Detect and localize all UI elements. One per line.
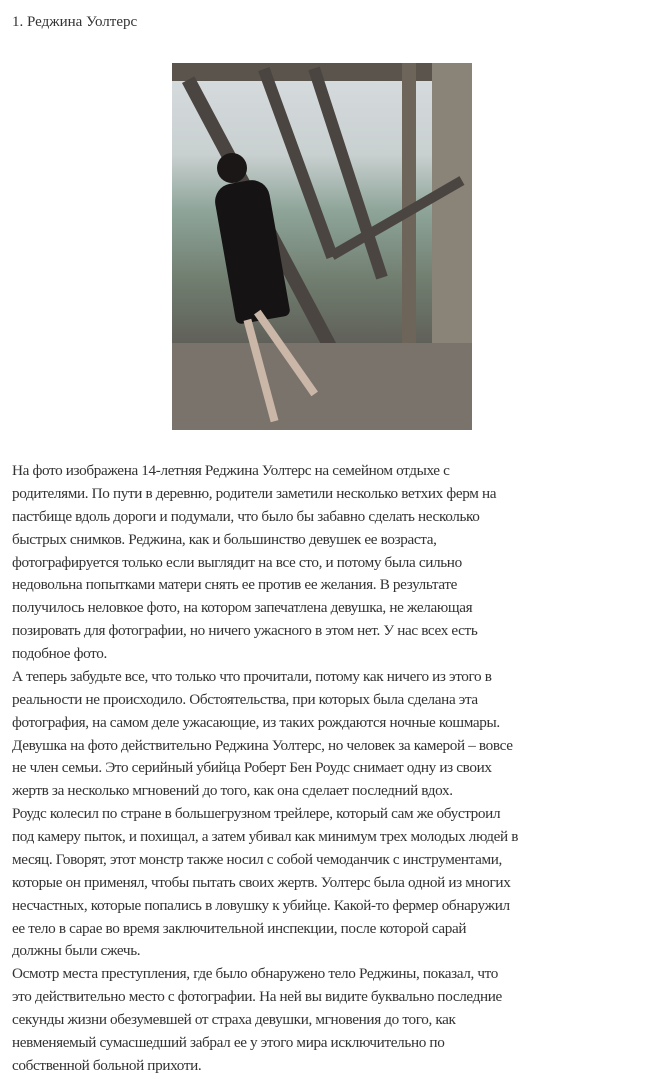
text-line: Роудс колесил по стране в большегрузном трейлере, который сам же обустроил <box>12 805 501 823</box>
text-line: пастбище вдоль дороги и подумали, что было бы забавно сделать несколько <box>12 507 480 525</box>
paragraph-3 <box>12 803 648 963</box>
text-line: недовольна попытками матери снять ее против ее желания. В результате <box>12 576 458 594</box>
text-line: жертв за несколько мгновений до того, как она сделает последний вдох. <box>12 782 453 800</box>
section-heading: 1. Реджина Уолтерс <box>12 14 138 30</box>
text-line: получилось неловкое фото, на котором запечатлена девушка, не желающая <box>12 599 473 617</box>
text-line: ее тело в сарае во время заключительной инспекции, после которой сарай <box>12 919 467 937</box>
text-line: несчастных, которые попались в ловушку к убийце. Какой-то фермер обнаружил <box>12 896 510 914</box>
text-line: родителями. По пути в деревню, родители заметили несколько ветхих ферм на <box>12 484 497 502</box>
text-line: месяц. Говорят, этот монстр также носил с собой чемоданчик с инструментами, <box>12 850 503 868</box>
text-line: фотографируется только если выглядит на все сто, и потому была сильно <box>12 553 462 571</box>
text-line: это действительно место с фотографии. На ней вы видите буквально последние <box>12 988 502 1006</box>
text-line: должны были сжечь. <box>12 942 141 960</box>
paragraph-1 <box>12 460 648 666</box>
paragraph-4 <box>12 963 648 1077</box>
text-line: реальности не происходило. Обстоятельства, при которых была сделана эта <box>12 690 478 708</box>
text-line: А теперь забудьте все, что только что прочитали, потому как ничего из этого в <box>12 667 492 685</box>
text-line: фотография, на самом деле ужасающие, из таких рождаются ночные кошмары. <box>12 713 500 731</box>
paragraph-2 <box>12 666 648 803</box>
text-line: секунды жизни обезумевшей от страха девушки, мгновения до того, как <box>12 1011 456 1028</box>
article-body <box>12 460 648 1078</box>
text-line: Осмотр места преступления, где было обнаружено тело Реджины, показал, что <box>12 965 499 983</box>
photo-regina-walters <box>172 63 472 430</box>
text-line: не член семьи. Это серийный убийца Роберт Бен Роудс снимает одну из своих <box>12 759 492 777</box>
text-line: Девушка на фото действительно Реджина Уолтерс, но человек за камерой – вовсе <box>12 736 513 754</box>
text-line: собственной больной прихоти. <box>12 1056 202 1074</box>
text-line: На фото изображена 14-летняя Реджина Уолтерс на семейном отдыхе с <box>12 462 450 479</box>
text-line: позировать для фотографии, но ничего ужасного в этом нет. У нас всех есть <box>12 622 478 640</box>
text-line: быстрых снимков. Реджина, как и большинство девушек ее возраста, <box>12 530 437 548</box>
text-line: под камеру пыток, и похищал, а затем убивал как минимум трех молодых людей в <box>12 828 519 845</box>
text-line: подобное фото. <box>12 645 107 662</box>
text-line: невменяемый сумасшедший забрал ее у этого мира исключительно по <box>12 1033 445 1051</box>
text-line: которые он применял, чтобы пытать своих жертв. Уолтерс была одной из многих <box>12 873 511 891</box>
